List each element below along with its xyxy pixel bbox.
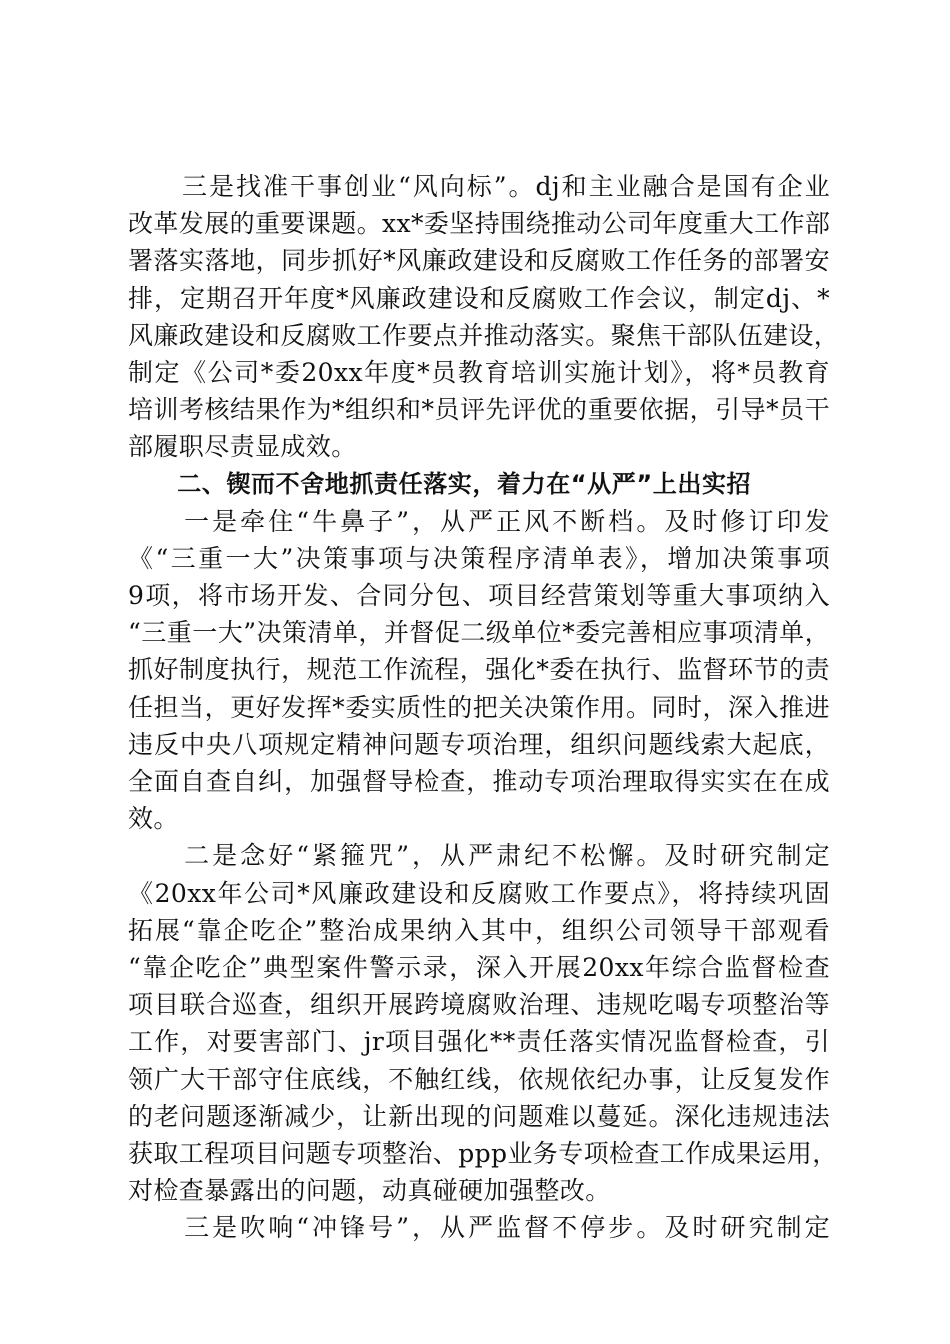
paragraph-line: 效。 xyxy=(128,804,179,834)
paragraph-line: “三重一大”决策清单，并督促二级单位*委完善相应事项清单， xyxy=(128,618,830,648)
paragraph-line: 改革发展的重要课题。xx*委坚持围绕推动公司年度重大工作部 xyxy=(128,209,831,239)
paragraph-line: 《“三重一大”决策事项与决策程序清单表》，增加决策事项 xyxy=(128,543,830,573)
paragraph-line: 9项，将市场开发、合同分包、项目经营策划等重大事项纳入 xyxy=(128,581,830,611)
paragraph-line: 培训考核结果作为*组织和*员评先评优的重要依据，引导*员干 xyxy=(128,395,830,425)
paragraph-line: 违反中央八项规定精神问题专项治理，组织问题线索大起底， xyxy=(128,729,830,759)
paragraph-line: 任担当，更好发挥*委实质性的把关决策作用。同时，深入推进 xyxy=(128,692,830,722)
paragraph-line: 获取工程项目问题专项整治、ppp业务专项检查工作成果运用， xyxy=(128,1138,838,1168)
paragraph-line: 三是找准干事创业“风向标”。dj和主业融合是国有企业 xyxy=(128,172,830,201)
paragraph-line: 制定《公司*委20xx年度*员教育培训实施计划》，将*员教育 xyxy=(128,357,830,387)
paragraph-line: 抓好制度执行，规范工作流程，强化*委在执行、监督环节的责 xyxy=(128,655,830,685)
paragraph-line: 一是牵住“牛鼻子”，从严正风不断档。及时修订印发 xyxy=(128,506,830,536)
paragraph-line: 三是吹响“冲锋号”，从严监督不停步。及时研究制定 xyxy=(128,1213,830,1243)
paragraph-line: 二是念好“紧箍咒”，从严肃纪不松懈。及时研究制定 xyxy=(128,841,830,871)
paragraph-line: 拓展“靠企吃企”整治成果纳入其中，组织公司领导干部观看 xyxy=(128,915,830,945)
paragraph-line: 排，定期召开年度*风廉政建设和反腐败工作会议，制定dj、* xyxy=(128,283,830,313)
paragraph-line: 的老问题逐渐减少，让新出现的问题难以蔓延。深化违规违法 xyxy=(128,1101,830,1131)
section-heading: 二、锲而不舍地抓责任落实，着力在“从严”上出实招 xyxy=(128,469,752,498)
paragraph-line: 署落实落地，同步抓好*风廉政建设和反腐败工作任务的部署安 xyxy=(128,246,830,276)
paragraph-line: 风廉政建设和反腐败工作要点并推动落实。聚焦干部队伍建设， xyxy=(128,320,840,350)
paragraph-line: 项目联合巡查，组织开展跨境腐败治理、违规吃喝专项整治等 xyxy=(128,990,830,1020)
paragraph-line: 领广大干部守住底线，不触红线，依规依纪办事，让反复发作 xyxy=(128,1064,830,1094)
paragraph-line: 部履职尽责显成效。 xyxy=(128,432,357,462)
paragraph-line: 对检查暴露出的问题，动真碰硬加强整改。 xyxy=(128,1176,611,1206)
document-body xyxy=(128,168,840,1246)
paragraph-line: 工作，对要害部门、jr项目强化**责任落实情况监督检查，引 xyxy=(128,1027,830,1057)
paragraph-line: 全面自查自纠，加强督导检查，推动专项治理取得实实在在成 xyxy=(128,767,830,796)
paragraph-line: 《20xx年公司*风廉政建设和反腐败工作要点》，将持续巩固 xyxy=(128,878,830,908)
paragraph-line: “靠企吃企”典型案件警示录，深入开展20xx年综合监督检查 xyxy=(128,952,830,982)
